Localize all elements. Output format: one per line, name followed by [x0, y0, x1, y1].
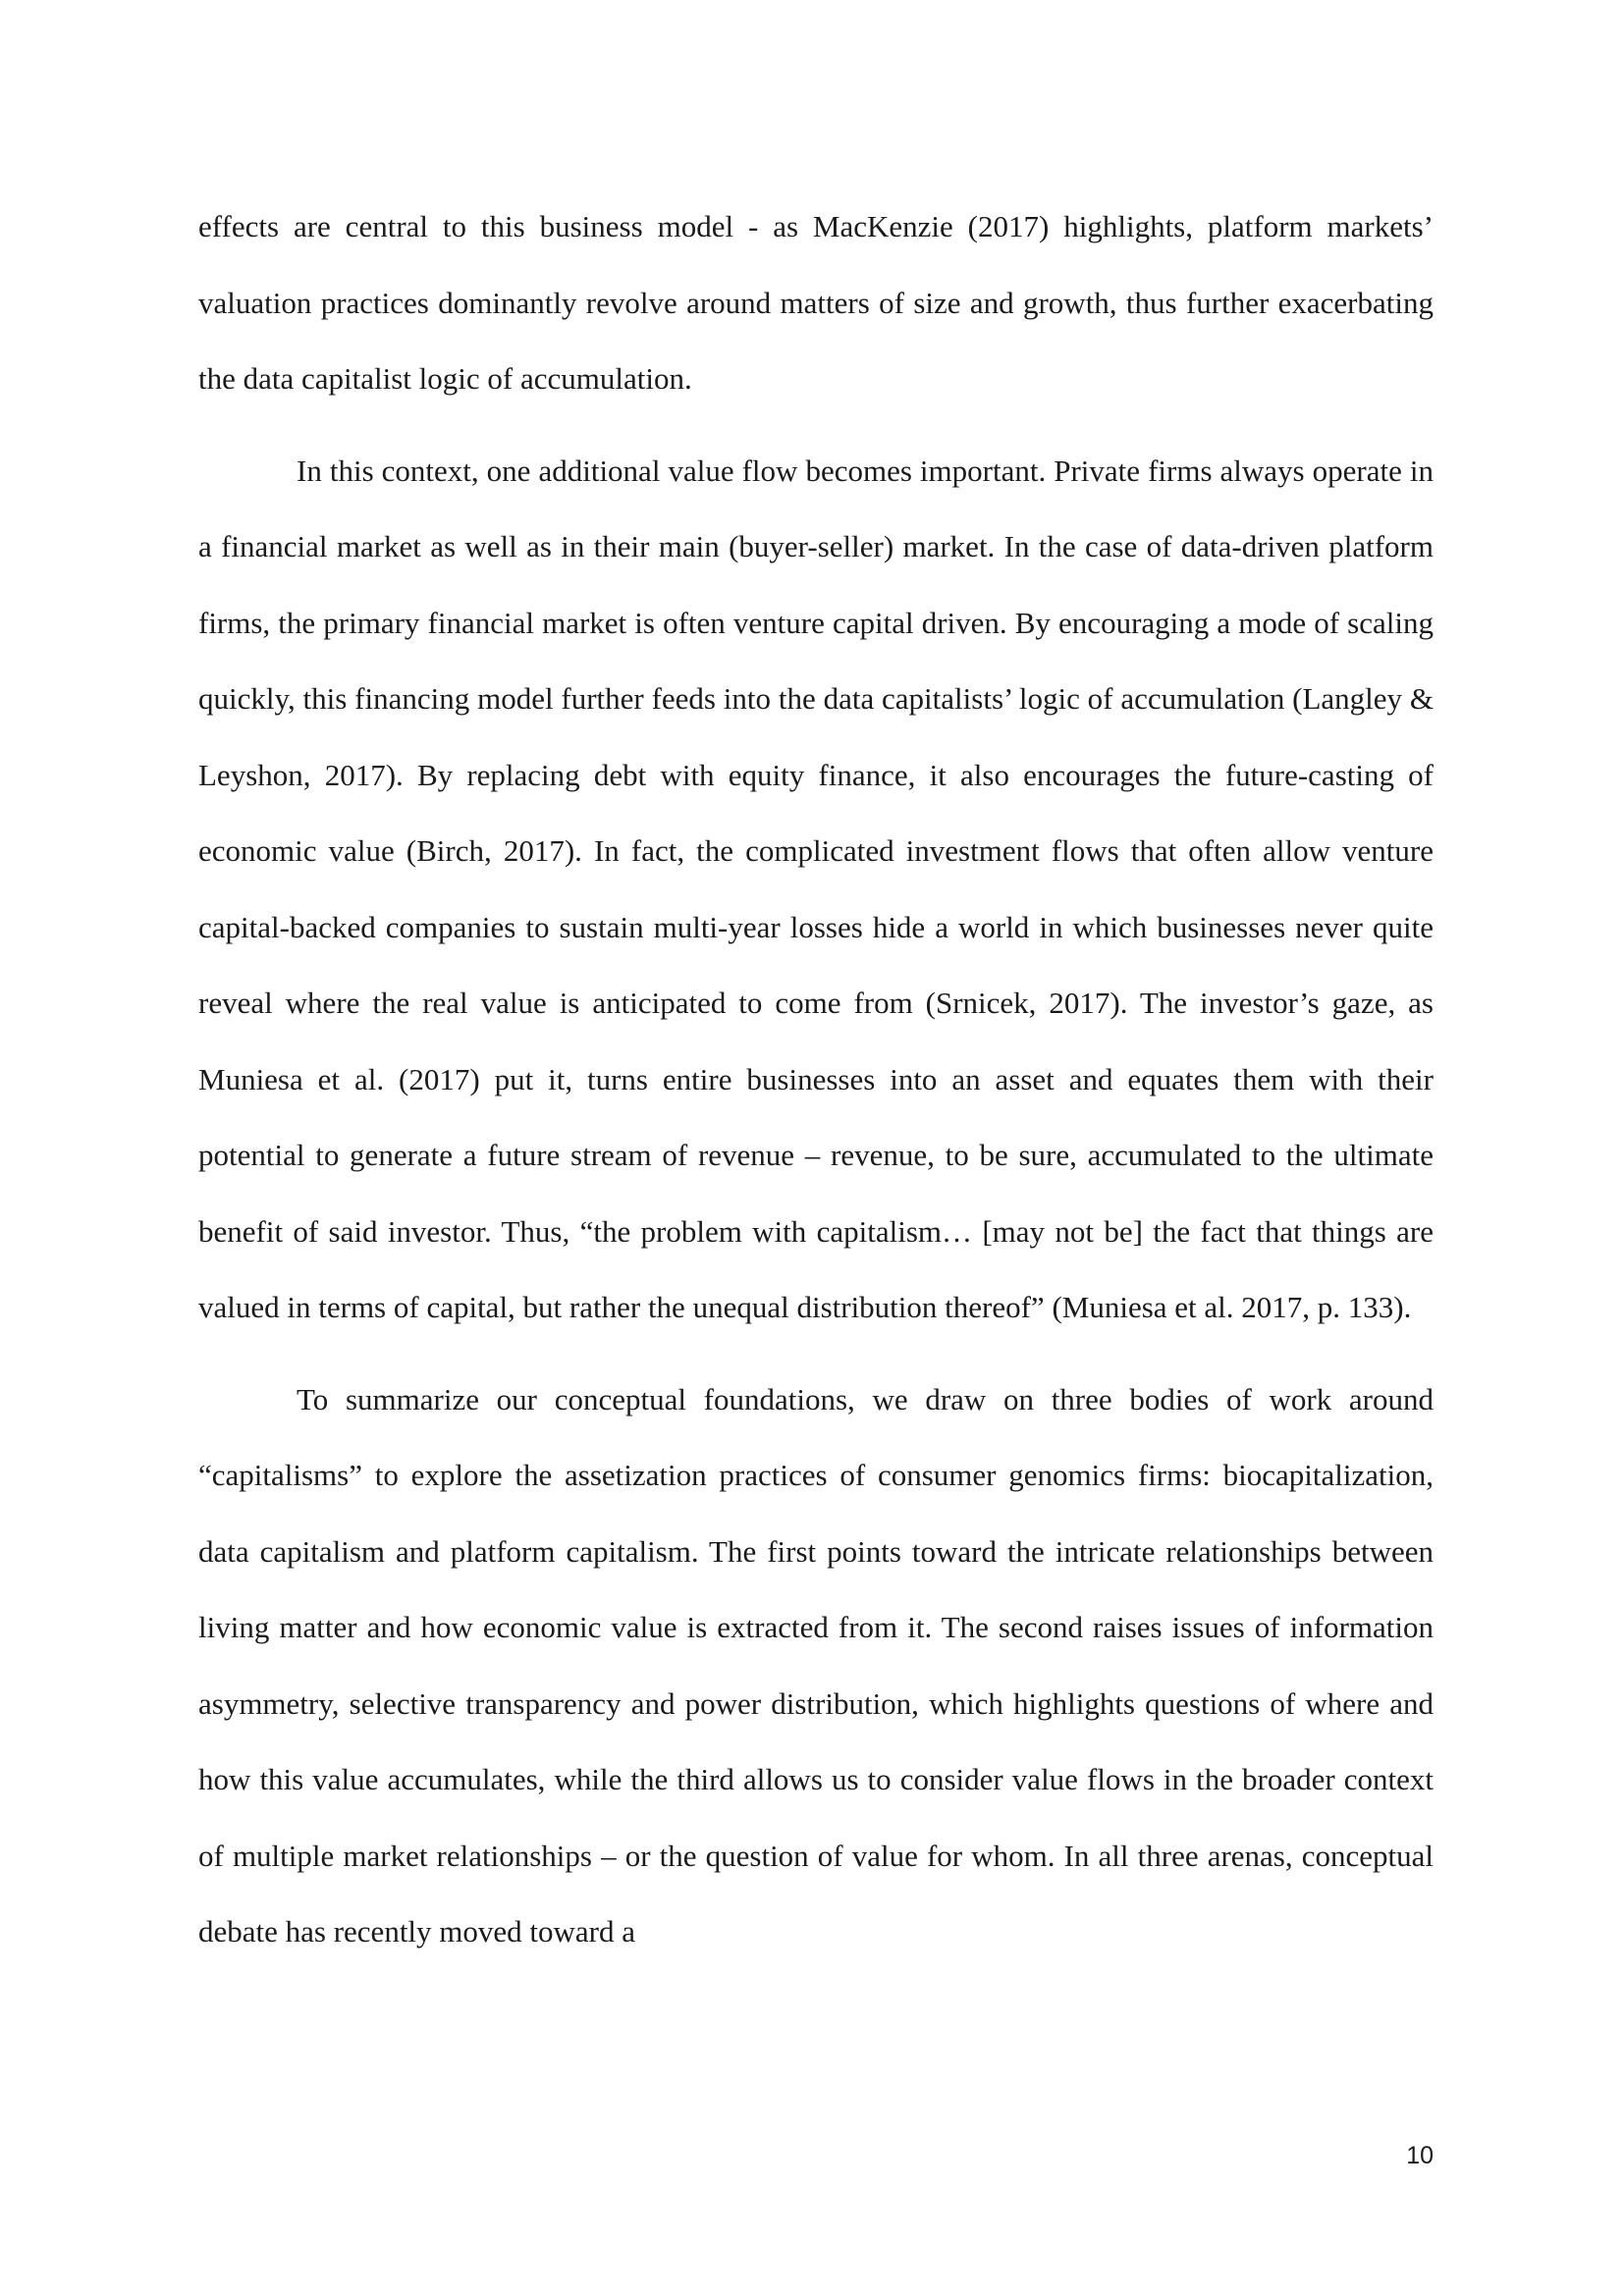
paragraph-value-flow: In this context, one additional value flow becomes important. Private firms always operate in a financial market as well as in their main (buyer-seller) market. In the case of data-driven platform firms, the primary financial market is often venture capital driven. By encouraging a mode of scaling quickly, this financing model further feeds into the data capitalists’ logic of accumulation (Langley & Leyshon, 2017). By replacing debt with equity finance, it also encourages the future-casting of economic value (Birch, 2017). In fact, the complicated investment flows that often allow venture capital-backed companies to sustain multi-year losses hide a world in which businesses never quite reveal where the real value is anticipated to come from (Srnicek, 2017). The investor’s gaze, as Muniesa et al. (2017) put it, turns entire businesses into an asset and equates them with their potential to generate a future stream of revenue – revenue, to be sure, accumulated to the ultimate benefit of said investor. Thus, “the problem with capitalism… [may not be] the fact that things are valued in terms of capital, but rather the unequal distribution thereof” (Muniesa et al. 2017, p. 133). — [198, 453, 1434, 1324]
paragraph-summary: To summarize our conceptual foundations, we draw on three bodies of work around “capitalisms” to explore the assetization practices of consumer genomics firms: biocapitalization, data capitalism and platform capitalism. The first points toward the intricate relationships between living matter and how economic value is extracted from it. The second raises issues of information asymmetry, selective transparency and power distribution, which highlights questions of where and how this value accumulates, while the third allows us to consider value flows in the broader context of multiple market relationships – or the question of value for whom. In all three arenas, conceptual debate has recently moved toward a — [198, 1381, 1434, 1949]
paragraph-continuation: effects are central to this business model - as MacKenzie (2017) highlights, platform markets’ valuation practices dominantly revolve around matters of size and growth, thus further exacerbating the data capitalist logic of accumulation. — [198, 209, 1434, 396]
body-text — [198, 188, 1434, 1970]
page-number: 10 — [1406, 2142, 1434, 2169]
